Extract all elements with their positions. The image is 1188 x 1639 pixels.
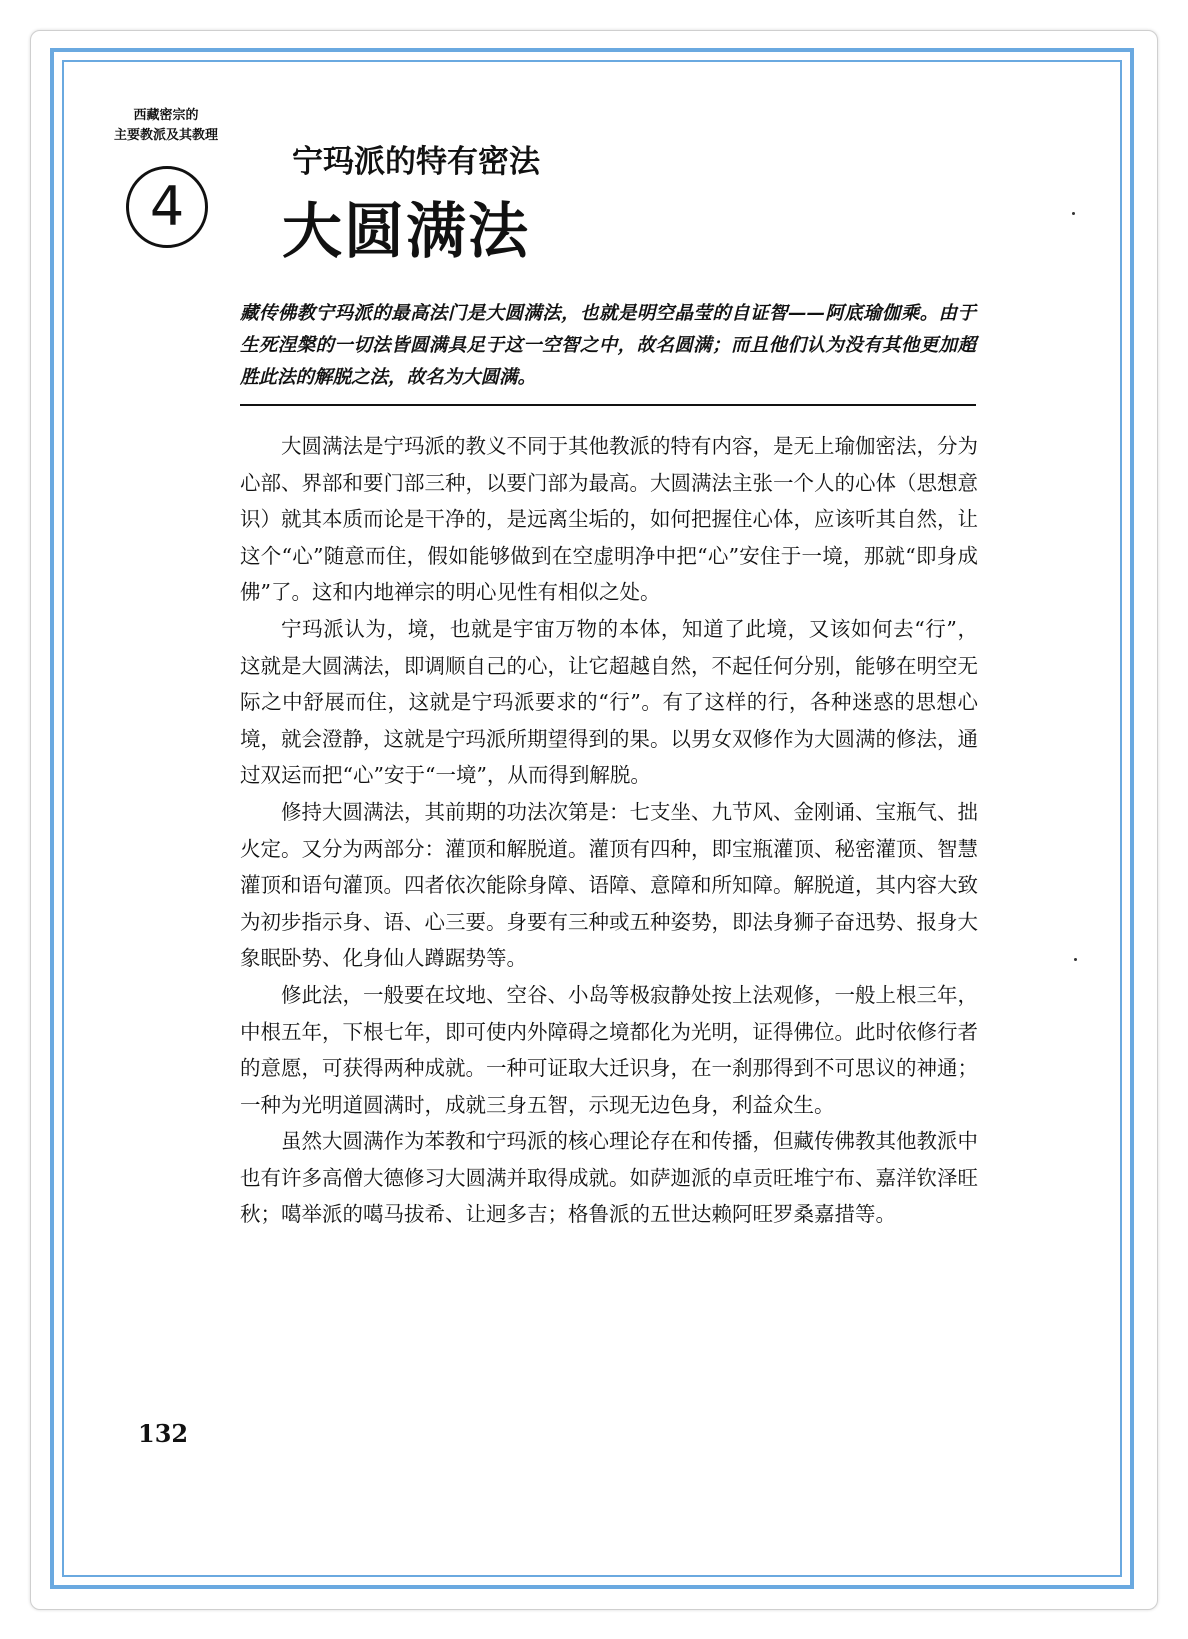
- paragraph: 修持大圆满法，其前期的功法次第是：七支坐、九节风、金刚诵、宝瓶气、拙火定。又分为两部分：灌顶和解脱道。灌顶有四种，即宝瓶灌顶、秘密灌顶、智慧灌顶和语句灌顶。四者依次能除身障、语障、意障和所知障。解脱道，其内容大致为初步指示身、语、心三要。身要有三种或五种姿势，即法身狮子奋迅势、报身大象眠卧势、化身仙人蹲踞势等。: [240, 799, 978, 971]
- chapter-abstract: 藏传佛教宁玛派的最高法门是大圆满法，也就是明空晶莹的自证智——阿底瑜伽乘。由于生死涅槃的一切法皆圆满具足于这一空智之中，故名圆满；而且他们认为没有其他更加超胜此法的解脱之法，故名为大圆满。: [240, 303, 976, 388]
- paragraph: 大圆满法是宁玛派的教义不同于其他教派的特有内容，是无上瑜伽密法，分为心部、界部和要门部三种，以要门部为最高。大圆满法主张一个人的心体（思想意识）就其本质而论是干净的，是远离尘垢的，如何把握住心体，应该听其自然，让这个“心”随意而住，假如能够做到在空虚明净中把“心”安住于一境，那就“即身成佛”了。这和内地禅宗的明心见性有相似之处。: [240, 434, 978, 605]
- body-text: [240, 428, 978, 1233]
- series-label-line1: 西藏密宗的: [133, 108, 199, 123]
- scan-speck: [1072, 212, 1075, 215]
- series-label-line2: 主要教派及其教理: [113, 128, 218, 143]
- chapter-title: 大圆满法: [282, 197, 530, 267]
- paragraph: 虽然大圆满作为苯教和宁玛派的核心理论存在和传播，但藏传佛教其他教派中也有许多高僧大德修习大圆满并取得成就。如萨迦派的卓贡旺堆宁布、嘉洋钦泽旺秋；噶举派的噶马拔希、让迥多吉；格鲁派的五世达赖阿旺罗桑嘉措等。: [240, 1129, 978, 1227]
- chapter-subtitle: 宁玛派的特有密法: [292, 144, 540, 180]
- paragraph: 修此法，一般要在坟地、空谷、小岛等极寂静处按上法观修，一般上根三年，中根五年，下根七年，即可使内外障碍之境都化为光明，证得佛位。此时依修行者的意愿，可获得两种成就。一种可证取大迁识身，在一刹那得到不可思议的神通；一种为光明道圆满时，成就三身五智，示现无边色身，利益众生。: [240, 982, 978, 1117]
- abstract-divider: [240, 404, 976, 406]
- series-label: [96, 106, 236, 146]
- paragraph: 宁玛派认为，境，也就是宇宙万物的本体，知道了此境，又该如何去“行”，这就是大圆满法，即调顺自己的心，让它超越自然，不起任何分别，能够在明空无际之中舒展而住，这就是宁玛派要求的“行”。有了这样的行，各种迷惑的思想心境，就会澄静，这就是宁玛派所期望得到的果。以男女双修作为大圆满的修法，通过双运而把“心”安于“一境”，从而得到解脱。: [240, 616, 978, 788]
- scan-speck: [1074, 958, 1077, 961]
- chapter-number-badge: 4: [126, 166, 208, 248]
- page-number: 132: [138, 1419, 189, 1448]
